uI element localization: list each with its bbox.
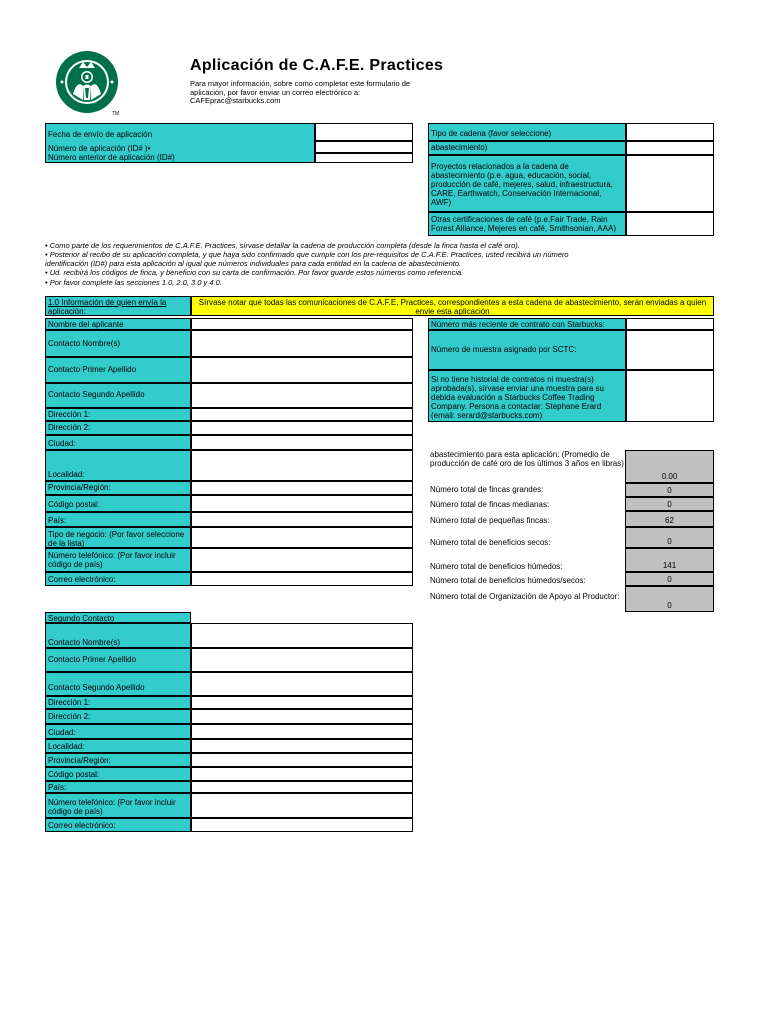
stat-value-humedos — [625, 548, 714, 572]
localidad-input[interactable] — [191, 450, 413, 481]
nombre-aplicante-text: Nombre del aplicante — [48, 320, 124, 329]
abastecimiento-label — [428, 141, 626, 155]
s2-postal-text: Código postal: — [48, 770, 100, 779]
top-left-labels — [45, 123, 315, 163]
s2-contacto-nombre-input[interactable] — [191, 623, 413, 648]
s2-segundo-apellido-label — [45, 672, 191, 696]
contrato-input[interactable] — [626, 318, 714, 330]
contacto-nombre-text: Contacto Nombre(s) — [48, 339, 121, 348]
info-line-1: Para mayor información, sobre como completar este formulario de — [190, 79, 411, 88]
section1-notice — [191, 296, 714, 316]
s2-direccion2-text: Dirección 2: — [48, 712, 91, 721]
s2-telefono-label — [45, 793, 191, 818]
localidad-label — [45, 450, 191, 481]
direccion2-input[interactable] — [191, 421, 413, 435]
anterior-label: Número anterior de aplicación (ID#) — [48, 153, 175, 162]
s2-ciudad-label — [45, 724, 191, 739]
page-title: Aplicación de C.A.F.E. Practices — [190, 57, 444, 74]
s2-postal-label — [45, 767, 191, 781]
stat-value-promedio — [625, 450, 714, 483]
stat-label-humedos-secos: Número total de beneficios húmedos/secos: — [430, 576, 586, 585]
s2-localidad-label — [45, 739, 191, 753]
s2-direccion1-text: Dirección 1: — [48, 698, 91, 707]
s2-provincia-label — [45, 753, 191, 767]
negocio-text: Tipo de negocio: (Por favor seleccione de la lista) — [48, 530, 185, 548]
siren-icon — [55, 50, 119, 114]
stat-value-humedos-secos-text: 0 — [667, 575, 672, 584]
ciudad-input[interactable] — [191, 435, 413, 450]
anterior-input[interactable] — [315, 153, 413, 163]
fecha-input[interactable] — [315, 123, 413, 141]
s2-segundo-apellido-input[interactable] — [191, 672, 413, 696]
provincia-label — [45, 481, 191, 495]
direccion2-text: Dirección 2: — [48, 423, 91, 432]
telefono-input[interactable] — [191, 548, 413, 572]
provincia-input[interactable] — [191, 481, 413, 495]
otras-text: Otras certificaciones de café (p.e.Fair Trade, Rain Forest Alliance, Mejeres en café, Smithsonian, AAA) — [431, 215, 616, 233]
stat-value-organizacion-text: 0 — [667, 601, 672, 610]
section1-notice-text: Sírvase notar que todas las comunicaciones de C.A.F.E. Practices, correspondientes a esta cadena de abastecimiento, serán enviadas a quien envie esta aplicación — [198, 298, 707, 316]
s2-postal-input[interactable] — [191, 767, 413, 781]
tipo-cadena-label — [428, 123, 626, 141]
correo-input[interactable] — [191, 572, 413, 586]
muestra-input[interactable] — [626, 330, 714, 370]
s2-correo-input[interactable] — [191, 818, 413, 832]
proyectos-text: Proyectos relacionados a la cadena de abastecimiento (p.e. agua, educación, social, producción de café, mejeres, salud, infraestructura, CARE, Earthwatch, Conservación Internacional, AWF) — [431, 162, 613, 207]
note-1: • Como parte de los requerimientos de C.A.F.E. Practices, sírvase detallar la cadena de producción completa (desde la finca hasta el café oro). — [45, 241, 520, 250]
direccion1-text: Dirección 1: — [48, 410, 91, 419]
note-4: • Por favor complete las secciones 1.0, 2.0, 3.0 y 4.0. — [45, 278, 222, 287]
s2-direccion1-input[interactable] — [191, 696, 413, 709]
stat-value-grandes — [625, 483, 714, 497]
section2-header-text: Segundo Contacto — [48, 614, 115, 623]
s2-primer-apellido-label — [45, 648, 191, 672]
primer-apellido-label — [45, 357, 191, 383]
s2-pais-label — [45, 781, 191, 793]
abastecimiento-input[interactable] — [626, 141, 714, 155]
pais-label — [45, 512, 191, 527]
proyectos-input[interactable] — [626, 155, 714, 212]
otras-input[interactable] — [626, 212, 714, 236]
stat-value-promedio-text: 0.00 — [661, 472, 678, 481]
s2-direccion1-label — [45, 696, 191, 709]
contrato-text: Número más reciente de contrato con Starbucks: — [431, 320, 605, 329]
negocio-select[interactable] — [191, 527, 413, 548]
s2-provincia-text: Provincia/Región: — [48, 756, 111, 765]
fecha-label: Fecha de envío de aplicación — [48, 130, 153, 139]
correo-label — [45, 572, 191, 586]
stat-label-pequenas: Número total de pequeñas fincas: — [430, 516, 550, 525]
primer-apellido-input[interactable] — [191, 357, 413, 383]
trademark-mark: TM — [112, 111, 120, 117]
numero-label: Número de aplicación (ID# )• — [48, 144, 151, 153]
s2-primer-apellido-input[interactable] — [191, 648, 413, 672]
s2-contacto-nombre-label — [45, 623, 191, 648]
info-line-2: aplicación, por favor enviar un correo electrónico a: — [190, 87, 361, 97]
note-2: • Posterior al recibo de su aplicación completa, y que haya sido confirmado que cumple con los pre-requisitos de C.A.F.E. Practices, usted recibirá un número — [45, 250, 569, 259]
s2-telefono-text: Número telefónico: (Por favor incluir código de país) — [48, 798, 176, 816]
s2-correo-text: Correo electrónico: — [48, 821, 116, 830]
s2-pais-text: País: — [48, 783, 67, 792]
telefono-label — [45, 548, 191, 572]
historial-label — [428, 370, 626, 422]
contrato-label — [428, 318, 626, 330]
section1-header-text: 1.0 Información de quien envía la aplicación: — [48, 298, 167, 316]
s2-direccion2-label — [45, 709, 191, 724]
direccion2-label — [45, 421, 191, 435]
numero-input[interactable] — [315, 141, 413, 153]
nombre-aplicante-label — [45, 318, 191, 330]
proyectos-label — [428, 155, 626, 212]
direccion1-label — [45, 408, 191, 421]
section1-header — [45, 296, 191, 316]
stat-label-promedio: abastecimiento para esta aplicación: (Promedio de producción de café oro de los últimos 3 años en libras) — [430, 450, 624, 468]
s2-telefono-input[interactable] — [191, 793, 413, 818]
stat-value-pequenas — [625, 511, 714, 527]
postal-text: Código postal: — [48, 500, 100, 509]
s2-ciudad-input[interactable] — [191, 724, 413, 739]
segundo-apellido-label — [45, 383, 191, 408]
direccion1-input[interactable] — [191, 408, 413, 421]
stat-value-humedos-secos — [625, 572, 714, 586]
stat-label-secos: Número total de beneficios secos: — [430, 538, 551, 547]
stat-value-organizacion — [625, 586, 714, 612]
s2-direccion2-input[interactable] — [191, 709, 413, 724]
tipo-cadena-select[interactable] — [626, 123, 714, 141]
ciudad-label — [45, 435, 191, 450]
stat-value-pequenas-text: 62 — [665, 516, 674, 525]
section2-header — [45, 612, 191, 623]
stat-label-medianas: Número total de fincas medianas: — [430, 500, 550, 509]
note-3: • Ud. recibirá los códigos de finca, y beneficio con su carta de confirmación. Por favor guarde estos números como referencia. — [45, 268, 464, 277]
stat-value-grandes-text: 0 — [667, 486, 672, 495]
starbucks-logo — [55, 50, 119, 114]
stat-value-secos-text: 0 — [667, 537, 672, 546]
pais-input[interactable] — [191, 512, 413, 527]
postal-input[interactable] — [191, 495, 413, 512]
segundo-apellido-input[interactable] — [191, 383, 413, 408]
stat-label-humedos: Número total de beneficios húmedos: — [430, 562, 563, 571]
primer-apellido-text: Contacto Primer Apellido — [48, 365, 137, 374]
stat-value-medianas — [625, 497, 714, 511]
stat-value-secos — [625, 527, 714, 548]
nombre-aplicante-input[interactable] — [191, 318, 413, 330]
correo-text: Correo electrónico: — [48, 575, 116, 584]
contacto-nombre-input[interactable] — [191, 330, 413, 357]
contact-email: CAFEprac@starbucks.com — [190, 96, 281, 105]
ciudad-text: Ciudad: — [48, 439, 76, 448]
stat-label-grandes: Número total de fincas grandes: — [430, 485, 544, 494]
s2-contacto-nombre-text: Contacto Nombre(s) — [48, 638, 121, 647]
localidad-text: Localidad: — [48, 470, 85, 479]
s2-correo-label — [45, 818, 191, 832]
otras-label — [428, 212, 626, 236]
stat-value-humedos-text: 141 — [662, 561, 677, 570]
muestra-label — [428, 330, 626, 370]
note-2b: identificación (ID#) para esta aplicación al igual que números individuales para cada entidad en la cadena de abastecimiento. — [45, 259, 462, 268]
historial-input[interactable] — [626, 370, 714, 422]
muestra-text: Número de muestra asignado por SCTC: — [431, 345, 577, 354]
negocio-label — [45, 527, 191, 548]
s2-segundo-apellido-text: Contacto Segundo Apellido — [48, 683, 145, 692]
provincia-text: Provincia/Región: — [48, 483, 111, 492]
s2-ciudad-text: Ciudad: — [48, 728, 76, 737]
historial-text: Si no tiene historial de contratos ni muestra(s) aprobada(s), sírvase enviar una muestra para su debida evaluación a Starbucks Coffee Trading Company. Persona a contactar: Stephane Erard (email: serard@starbucks.com) — [431, 375, 604, 420]
contacto-nombre-label — [45, 330, 191, 357]
postal-label — [45, 495, 191, 512]
pais-text: País: — [48, 516, 67, 525]
s2-primer-apellido-text: Contacto Primer Apellido — [48, 655, 137, 664]
s2-provincia-input[interactable] — [191, 753, 413, 767]
stat-value-medianas-text: 0 — [667, 500, 672, 509]
s2-pais-input[interactable] — [191, 781, 413, 793]
s2-localidad-text: Localidad: — [48, 742, 85, 751]
telefono-text: Número telefónico: (Por favor incluir código de país) — [48, 551, 176, 569]
stat-label-organizacion: Número total de Organización de Apoyo al Productor: — [430, 592, 620, 601]
s2-localidad-input[interactable] — [191, 739, 413, 753]
segundo-apellido-text: Contacto Segundo Apellido — [48, 390, 145, 399]
abastecimiento-text: abastecimiento) — [431, 143, 488, 152]
tipo-cadena-text: Tipo de cadena (favor seleccione) — [431, 129, 552, 138]
